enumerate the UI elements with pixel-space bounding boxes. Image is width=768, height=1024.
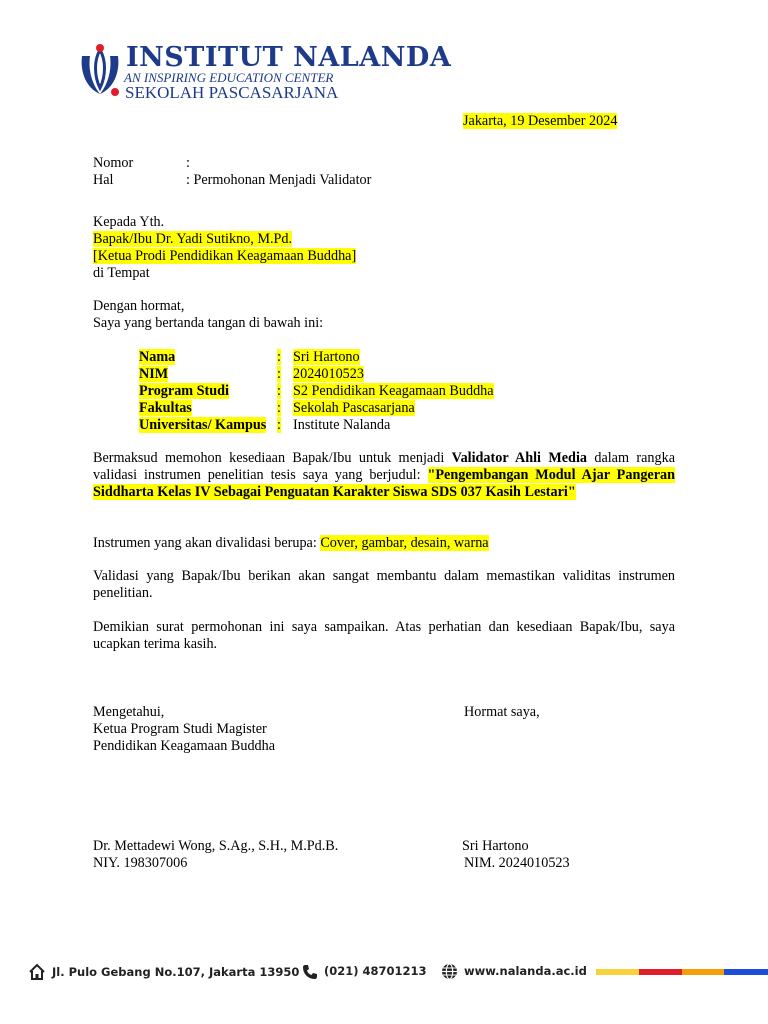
left-sign-name: Dr. Mettadewi Wong, S.Ag., S.H., M.Pd.B. bbox=[93, 838, 339, 854]
nomor-label: Nomor bbox=[93, 155, 134, 171]
recipient-place: di Tempat bbox=[93, 265, 150, 281]
left-sign-id: NIY. 198307006 bbox=[93, 855, 188, 871]
footer-address: Jl. Pulo Gebang No.107, Jakarta 13950 bbox=[28, 963, 299, 981]
field-value: Sri Hartono bbox=[293, 349, 360, 365]
recipient-greeting: Kepada Yth. bbox=[93, 214, 165, 230]
field-value: Institute Nalanda bbox=[293, 417, 391, 433]
field-row-nim bbox=[139, 366, 494, 383]
field-row-universitas bbox=[139, 417, 494, 434]
field-label: Program Studi bbox=[139, 383, 229, 399]
recipient-name: Bapak/Ibu Dr. Yadi Sutikno, M.Pd. bbox=[93, 231, 293, 247]
footer-color-bar-red bbox=[639, 969, 682, 975]
field-value: 2024010523 bbox=[293, 366, 364, 382]
left-sign-title-2: Pendidikan Keagamaan Buddha bbox=[93, 738, 276, 754]
paragraph-instrument: Instrumen yang akan divalidasi berupa: Cover, gambar, desain, warna bbox=[93, 535, 489, 551]
footer-color-bar-blue bbox=[724, 969, 768, 975]
intro-line: Saya yang bertanda tangan di bawah ini: bbox=[93, 315, 324, 331]
field-sep: : bbox=[277, 349, 281, 365]
globe-icon bbox=[441, 963, 458, 980]
hal-label: Hal bbox=[93, 172, 114, 188]
footer-color-bar-orange bbox=[682, 969, 724, 975]
field-label: Nama bbox=[139, 349, 176, 365]
home-icon bbox=[28, 963, 46, 981]
field-label: Universitas/ Kampus bbox=[139, 417, 267, 433]
salutation: Dengan hormat, bbox=[93, 298, 185, 314]
right-sign-name: Sri Hartono bbox=[462, 838, 529, 854]
field-sep: : bbox=[277, 366, 281, 382]
field-row-program-studi bbox=[139, 383, 494, 400]
field-row-fakultas bbox=[139, 400, 494, 417]
right-sign-id: NIM. 2024010523 bbox=[464, 855, 570, 871]
paragraph-request: Bermaksud memohon kesediaan Bapak/Ibu untuk menjadi Validator Ahli Media dalam rangka validasi instrumen penelitian tesis saya yang berjudul: "Pengembangan Modul Ajar Pangeran Siddharta Kelas IV Sebagai Penguatan Karakter Siswa SDS 037 Kasih Lestari" bbox=[93, 450, 676, 500]
field-label: Fakultas bbox=[139, 400, 192, 416]
left-sign-heading: Mengetahui, bbox=[93, 704, 165, 720]
footer-website[interactable]: www.nalanda.ac.id bbox=[441, 963, 587, 980]
paragraph-closing: Demikian surat permohonan ini saya sampaikan. Atas perhatian dan kesediaan Bapak/Ibu, saya ucapkan terima kasih. bbox=[93, 619, 675, 652]
field-sep: : bbox=[277, 400, 281, 416]
identity-table bbox=[139, 349, 494, 434]
field-label: NIM bbox=[139, 366, 169, 382]
school-name: SEKOLAH PASCASARJANA bbox=[125, 83, 339, 102]
letter-date: Jakarta, 19 Desember 2024 bbox=[463, 113, 618, 129]
footer-color-bar-yellow bbox=[596, 969, 639, 975]
field-value: Sekolah Pascasarjana bbox=[293, 400, 415, 416]
paragraph-validation: Validasi yang Bapak/Ibu berikan akan sangat membantu dalam memastikan validitas instrumen penelitian. bbox=[93, 568, 675, 601]
phone-icon bbox=[302, 964, 318, 980]
field-value: S2 Pendidikan Keagamaan Buddha bbox=[293, 383, 494, 399]
red-dot-icon bbox=[111, 88, 119, 96]
footer-phone: (021) 48701213 bbox=[302, 963, 427, 980]
hal-value: : Permohonan Menjadi Validator bbox=[186, 172, 372, 188]
right-sign-heading: Hormat saya, bbox=[464, 704, 540, 720]
left-sign-title-1: Ketua Program Studi Magister bbox=[93, 721, 267, 737]
recipient-position: [Ketua Prodi Pendidikan Keagamaan Buddha] bbox=[93, 248, 357, 264]
field-row-nama bbox=[139, 349, 494, 366]
institute-title: INSTITUT NALANDA bbox=[126, 42, 452, 73]
field-sep: : bbox=[277, 417, 281, 433]
field-sep: : bbox=[277, 383, 281, 399]
nomor-value: : bbox=[186, 155, 190, 171]
institute-tagline: AN INSPIRING EDUCATION CENTER bbox=[124, 70, 334, 85]
